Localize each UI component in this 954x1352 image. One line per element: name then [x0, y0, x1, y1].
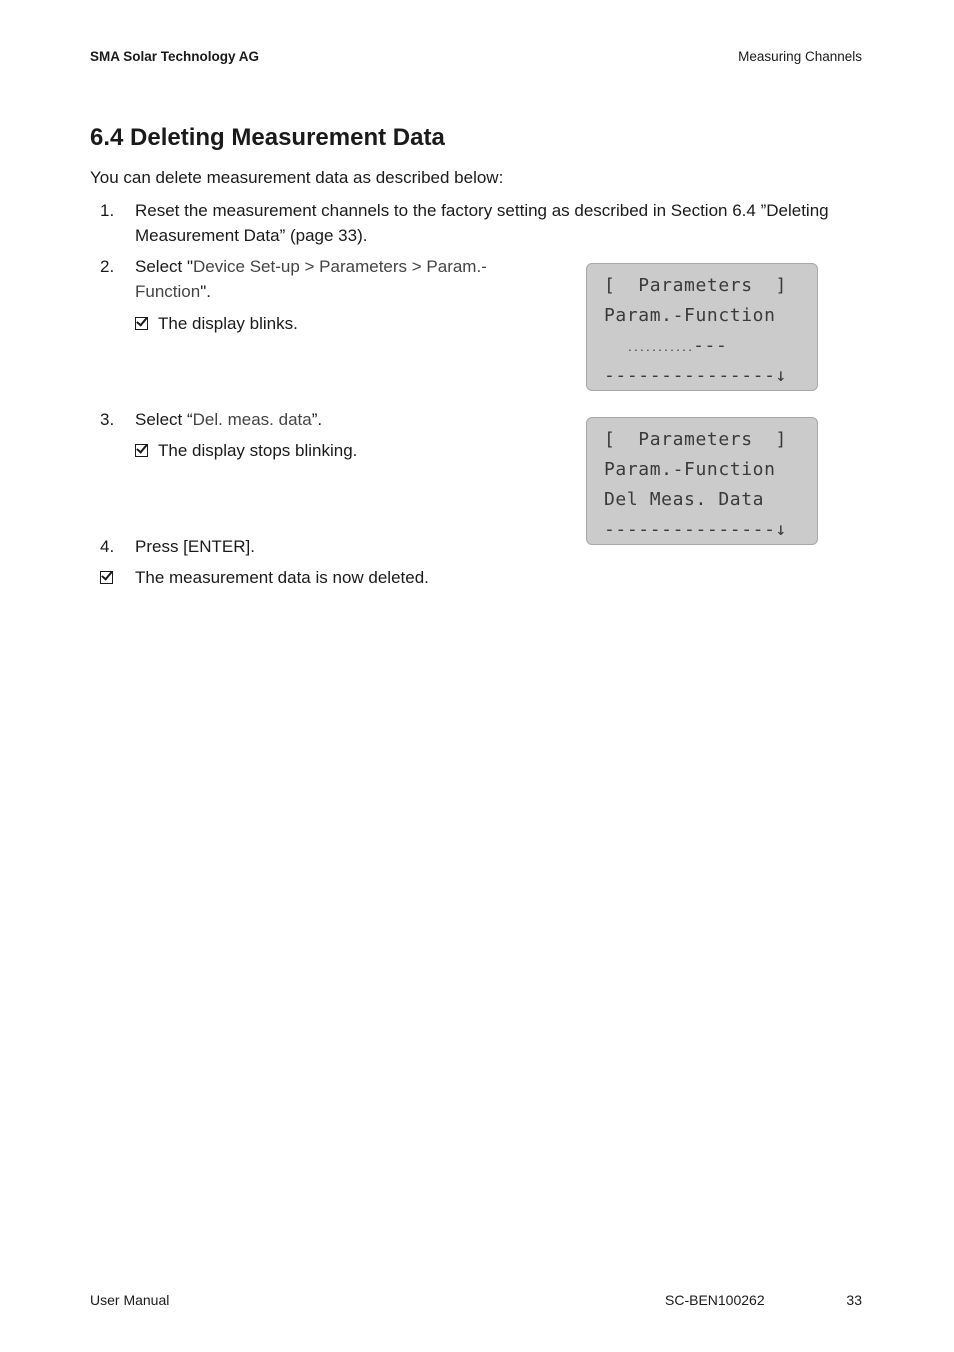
intro-text: You can delete measurement data as described below: — [90, 168, 504, 187]
lcd-2-line-1: [ Parameters ] — [604, 429, 787, 450]
step-2-prefix: Select " — [135, 257, 194, 276]
step-1-number: 1. — [100, 201, 115, 220]
lcd-1-dashes: --- — [693, 335, 728, 356]
step-2-text — [135, 254, 555, 304]
checkbox-checked-icon — [135, 444, 148, 457]
lcd-1-dots: ........... — [626, 343, 694, 354]
step-2-line-1 — [135, 254, 555, 279]
lcd-2-line-3: Del Meas. Data — [604, 489, 765, 510]
footer-page-number: 33 — [846, 1292, 862, 1308]
step-2-result-text: The display blinks. — [158, 314, 298, 333]
footer-doc: User Manual — [90, 1292, 170, 1308]
lcd-1-line-4: ---------------↓ — [604, 365, 787, 386]
step-2-result — [135, 311, 298, 336]
header-company: SMA Solar Technology AG — [90, 49, 260, 64]
step-4-number: 4. — [100, 537, 115, 556]
header-section: Measuring Channels — [738, 49, 862, 64]
step-1-text — [135, 198, 855, 248]
step-1-line-1: Reset the measurement channels to the factory setting as described in Section 6.4 ”Deleting — [135, 201, 829, 220]
lcd-display-del-meas-data — [586, 417, 818, 545]
footer-code: SC-BEN100262 — [665, 1292, 765, 1308]
section-title: 6.4 Deleting Measurement Data — [90, 124, 445, 151]
step-3-text — [135, 407, 322, 432]
step-1-line-2: Measurement Data” (page 33). — [135, 226, 368, 245]
step-2-number: 2. — [100, 257, 115, 276]
lcd-2-line-2: Param.-Function — [604, 459, 776, 480]
lcd-display-blinking — [586, 263, 818, 391]
step-3-result-text: The display stops blinking. — [158, 441, 358, 460]
lcd-1-line-1: [ Parameters ] — [604, 275, 787, 296]
checkbox-checked-icon — [135, 317, 148, 330]
step-3-number: 3. — [100, 410, 115, 429]
step-2-suffix: ". — [200, 282, 211, 301]
step-3-menu-item: Del. meas. data — [192, 410, 312, 429]
step-2-line-2 — [135, 279, 555, 304]
final-result-check — [100, 565, 123, 590]
lcd-1-line-2: Param.-Function — [604, 305, 776, 326]
step-3-suffix: ”. — [311, 410, 323, 429]
lcd-2-line-4: ---------------↓ — [604, 519, 787, 540]
final-result-text: The measurement data is now deleted. — [135, 568, 429, 587]
step-3-result — [135, 438, 357, 463]
step-2-menu-path: Device Set-up > Parameters > Param.- — [193, 257, 487, 276]
step-2-menu-path-cont: Function — [135, 282, 201, 301]
lcd-1-line-3 — [604, 331, 817, 361]
step-3-prefix: Select “ — [135, 410, 193, 429]
checkbox-checked-icon — [100, 571, 113, 584]
step-4-text: Press [ENTER]. — [135, 537, 255, 556]
